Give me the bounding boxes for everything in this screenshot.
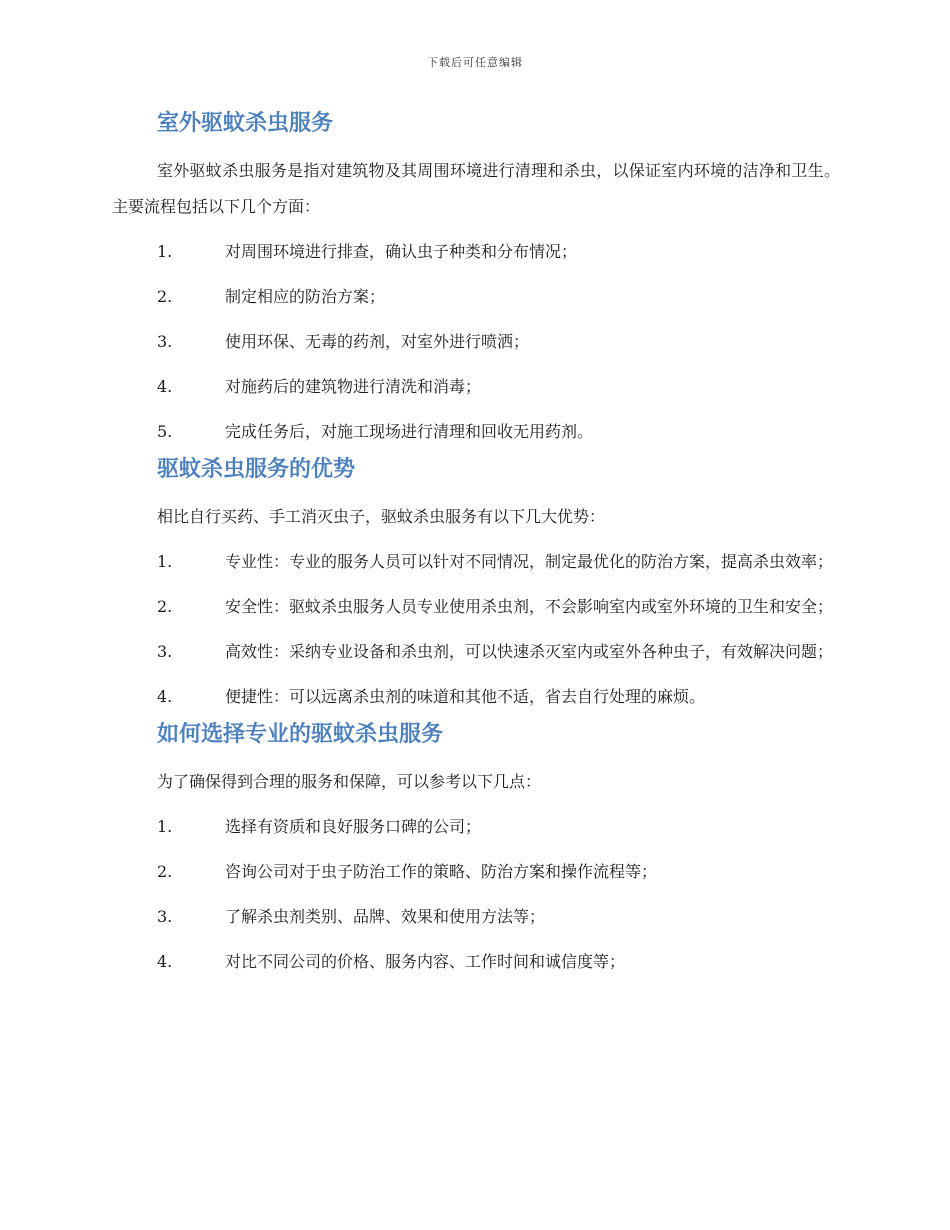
list-number: 1.: [157, 552, 173, 571]
list-item: [112, 234, 840, 270]
section-intro: 为了确保得到合理的服务和保障，可以参考以下几点：: [157, 772, 542, 791]
list-number: 4.: [157, 952, 173, 971]
list-number: 1.: [157, 817, 173, 836]
list-item: [112, 679, 840, 715]
list-text: 制定相应的防治方案；: [225, 287, 386, 306]
list-item: [112, 369, 840, 405]
section-title: 如何选择专业的驱蚊杀虫服务: [157, 722, 444, 747]
list-number: 2.: [157, 597, 173, 616]
list-item: [112, 544, 840, 580]
section-title: 室外驱蚊杀虫服务: [157, 111, 334, 136]
list-item: [112, 854, 840, 890]
list-text: 使用环保、无毒的药剂，对室外进行喷洒；: [225, 332, 530, 351]
list-item: [112, 634, 840, 670]
list-text: 高效性：采纳专业设备和杀虫剂，可以快速杀灭室内或室外各种虫子，有效解决问题；: [225, 642, 834, 661]
list-item: [112, 324, 840, 360]
list-number: 3.: [157, 642, 173, 661]
list-text: 对比不同公司的价格、服务内容、工作时间和诚信度等；: [225, 952, 626, 971]
list-item: [112, 589, 840, 625]
list-number: 5.: [157, 422, 173, 441]
list-text: 选择有资质和良好服务口碑的公司；: [225, 817, 482, 836]
list-number: 2.: [157, 862, 173, 881]
section-intro: 室外驱蚊杀虫服务是指对建筑物及其周围环境进行清理和杀虫，以保证室内环境的洁净和卫生。主要流程包括以下几个方面：: [112, 161, 840, 216]
list-text: 咨询公司对于虫子防治工作的策略、防治方案和操作流程等；: [225, 862, 658, 881]
list-item: [112, 414, 840, 450]
document-body: [112, 104, 840, 980]
list-item: [112, 279, 840, 315]
section-title: 驱蚊杀虫服务的优势: [157, 457, 356, 482]
list-text: 便捷性：可以远离杀虫剂的味道和其他不适，省去自行处理的麻烦。: [225, 687, 706, 706]
list-text: 对施药后的建筑物进行清洗和消毒；: [225, 377, 482, 396]
list-number: 1.: [157, 242, 173, 261]
page-header: 下载后可任意编辑: [427, 56, 523, 69]
list-item: [112, 809, 840, 845]
section-intro: 相比自行买药、手工消灭虫子，驱蚊杀虫服务有以下几大优势：: [157, 507, 606, 526]
list-text: 对周围环境进行排查，确认虫子种类和分布情况；: [225, 242, 578, 261]
list-text: 完成任务后，对施工现场进行清理和回收无用药剂。: [225, 422, 594, 441]
list-number: 3.: [157, 332, 173, 351]
list-number: 4.: [157, 377, 173, 396]
list-item: [112, 944, 840, 980]
list-number: 3.: [157, 907, 173, 926]
list-item: [112, 899, 840, 935]
list-text: 专业性：专业的服务人员可以针对不同情况，制定最优化的防治方案，提高杀虫效率；: [225, 552, 834, 571]
list-text: 了解杀虫剂类别、品牌、效果和使用方法等；: [225, 907, 546, 926]
list-number: 2.: [157, 287, 173, 306]
list-text: 安全性：驱蚊杀虫服务人员专业使用杀虫剂，不会影响室内或室外环境的卫生和安全；: [225, 597, 834, 616]
list-number: 4.: [157, 687, 173, 706]
